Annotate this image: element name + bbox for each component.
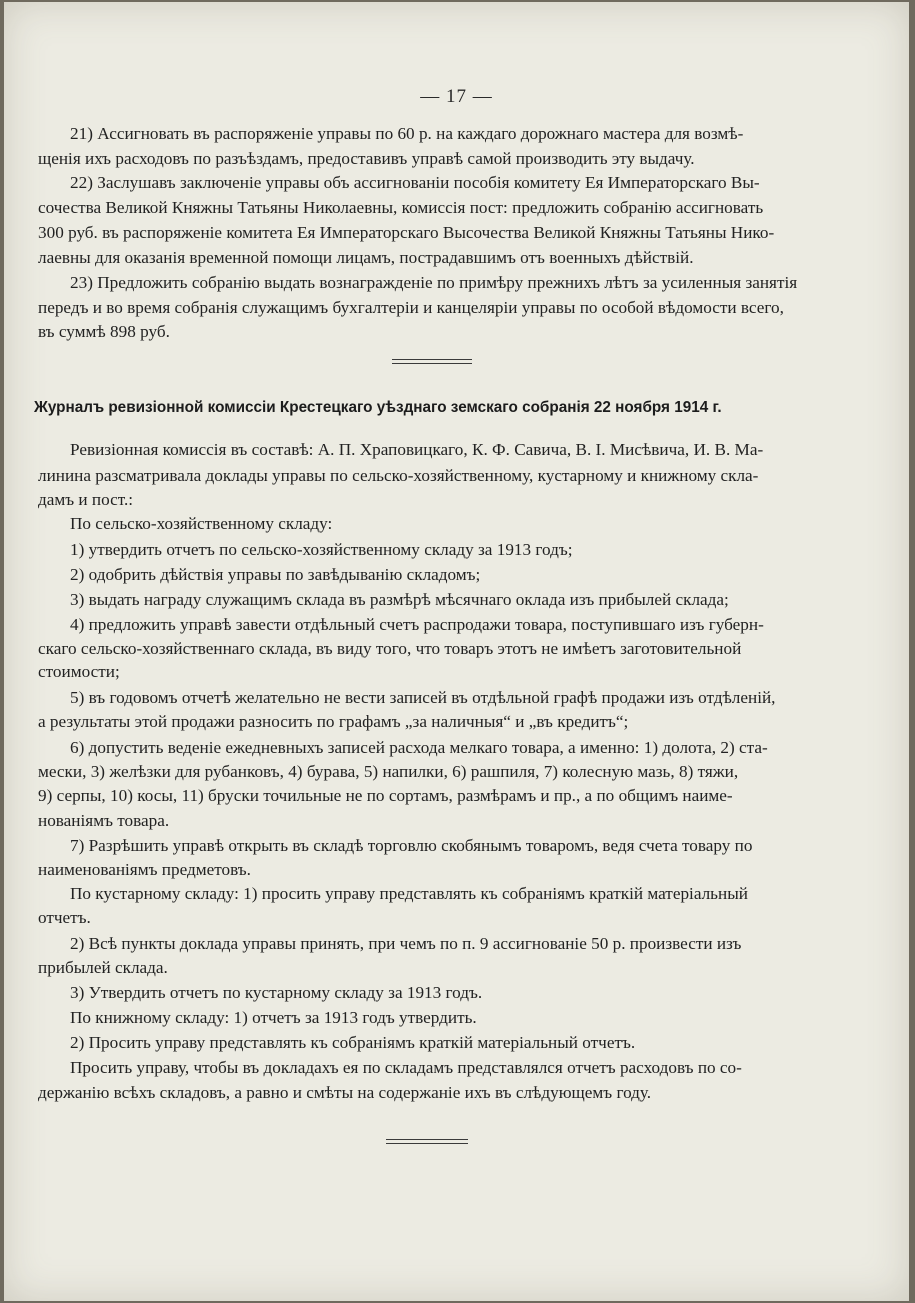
text-line: 4) предложить управѣ завести отдѣльный счетъ распродажи товара, поступившаго изъ губерн- [70,615,764,634]
text-line: 1) утвердить отчетъ по сельско-хозяйственному складу за 1913 годъ; [70,540,573,559]
text-line: щенія ихъ расходовъ по разъѣздамъ, предоставивъ управѣ самой производить эту выдачу. [38,149,695,168]
text-line: 5) въ годовомъ отчетѣ желательно не вести записей въ отдѣльной графѣ продажи изъ отдѣленій, [70,688,776,707]
text-line: наименованіямъ предметовъ. [38,860,251,879]
text-line: По книжному складу: 1) отчетъ за 1913 годъ утвердить. [70,1008,477,1027]
text-line: 7) Разрѣшить управѣ открыть въ складѣ торговлю скобянымъ товаромъ, ведя счета товару по [70,836,753,855]
text-line: 2) Всѣ пункты доклада управы принять, при чемъ по п. 9 ассигнованіе 50 р. произвести изъ [70,934,742,953]
document-page [4,2,909,1301]
text-line: лаевны для оказанія временной помощи лицамъ, пострадавшимъ отъ военныхъ дѣйствій. [38,248,694,267]
text-line: дамъ и пост.: [38,490,134,509]
text-line: 300 руб. въ распоряженіе комитета Ея Императорскаго Высочества Великой Княжны Татьяны Нико- [38,223,775,242]
page-number: — 17 — [420,86,493,107]
text-line: 9) серпы, 10) косы, 11) бруски точильные не по сортамъ, размѣрамъ и пр., а по общимъ наиме- [38,786,733,805]
journal-heading: Журналъ ревизіонной комиссіи Крестецкаго уѣзднаго земскаго собранія 22 ноября 1914 г. [34,399,722,416]
section-divider [392,359,472,364]
text-line: 3) выдать награду служащимъ склада въ размѣрѣ мѣсячнаго оклада изъ прибылей склада; [70,590,729,609]
text-line: въ суммѣ 898 руб. [38,322,170,341]
text-line: 23) Предложить собранію выдать вознагражденіе по примѣру прежнихъ лѣтъ за усиленныя занятія [70,273,798,292]
text-line: прибылей склада. [38,958,168,977]
text-line: передъ и во время собранія служащимъ бухгалтеріи и канцеляріи управы по особой вѣдомости всего, [38,298,784,317]
text-line: отчетъ. [38,908,91,927]
text-line: а результаты этой продажи разносить по графамъ „за наличныя“ и „въ кредитъ“; [38,712,629,731]
text-line: 22) Заслушавъ заключеніе управы объ ассигнованіи пособія комитету Ея Императорскаго Вы- [70,173,760,192]
text-line: Ревизіонная комиссія въ составѣ: А. П. Храповицкаго, К. Ф. Савича, В. І. Мисѣвича, И. В. Ма- [70,440,764,459]
text-line: Просить управу, чтобы въ докладахъ ея по складамъ представлялся отчетъ расходовъ по со- [70,1058,742,1077]
text-line: 3) Утвердить отчетъ по кустарному складу за 1913 годъ. [70,983,483,1002]
text-line: держанію всѣхъ складовъ, а равно и смѣты на содержаніе ихъ въ слѣдующемъ году. [38,1083,652,1102]
text-line: 2) одобрить дѣйствія управы по завѣдыванію складомъ; [70,565,481,584]
section-divider [386,1139,468,1144]
text-line: стоимости; [38,662,120,681]
text-line: По кустарному складу: 1) просить управу представлять къ собраніямъ краткій матеріальный [70,884,748,903]
text-line: линина разсматривала доклады управы по сельско-хозяйственному, кустарному и книжному скла- [38,466,759,485]
text-line: 2) Просить управу представлять къ собраніямъ краткій матеріальный отчетъ. [70,1033,636,1052]
text-line: 21) Ассигновать въ распоряженіе управы по 60 р. на каждаго дорожнаго мастера для возмѣ- [70,124,744,143]
text-line: скаго сельско-хозяйственнаго склада, въ виду того, что товаръ этотъ не имѣетъ заготовительной [38,639,742,658]
text-line: мески, 3) желѣзки для рубанковъ, 4) бурава, 5) напилки, 6) рашпиля, 7) колесную мазь, 8) тяжи, [38,762,739,781]
text-line: нованіямъ товара. [38,811,170,830]
text-line: По сельско-хозяйственному складу: [70,514,333,533]
text-line: 6) допустить веденіе ежедневныхъ записей расхода мелкаго товара, а именно: 1) долота, 2) ста- [70,738,768,757]
text-line: сочества Великой Княжны Татьяны Николаевны, комиссія пост: предложить собранію ассигновать [38,198,764,217]
